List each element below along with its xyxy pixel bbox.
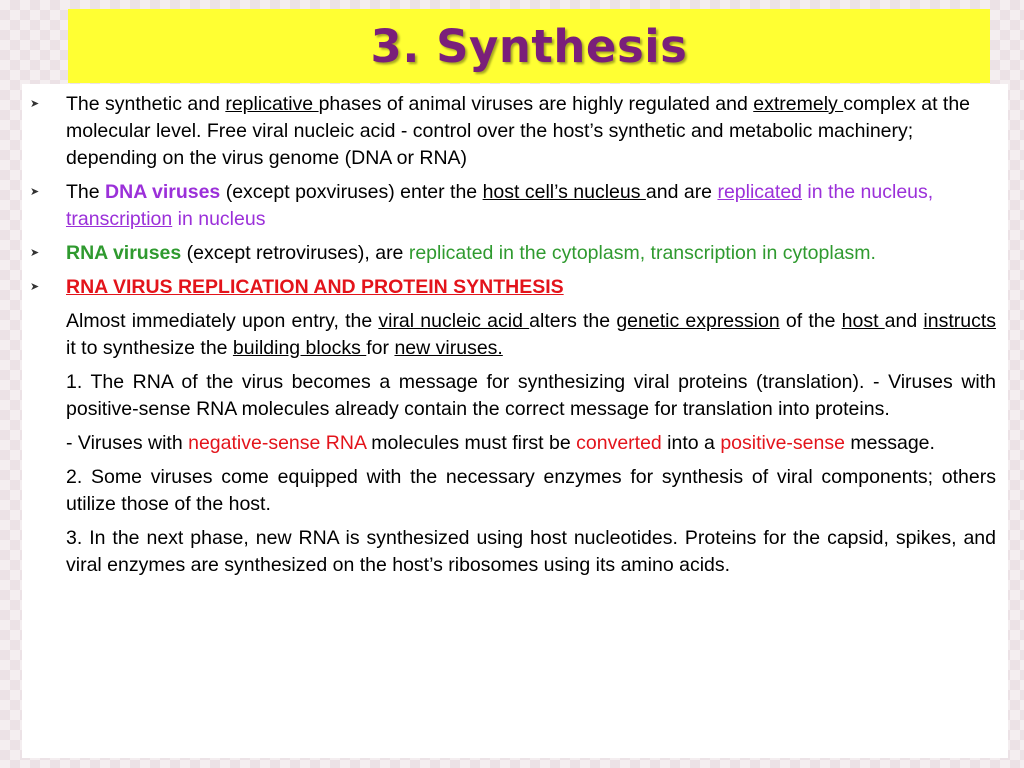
arrow-bullet-icon: ➤ — [30, 98, 40, 110]
highlight-text: converted — [576, 432, 662, 454]
text: molecules must first be — [365, 432, 577, 454]
text: and — [884, 310, 924, 332]
underlined-term: extremely — [753, 93, 844, 115]
arrow-bullet-icon: ➤ — [30, 186, 40, 198]
paragraph-entry — [30, 308, 996, 362]
text: The — [66, 181, 106, 203]
paragraph-negative-sense — [30, 430, 996, 457]
text: for — [366, 337, 395, 359]
text: - Viruses with — [66, 432, 189, 454]
arrow-bullet-icon: ➤ — [30, 247, 40, 259]
text: (except retroviruses), are — [181, 242, 409, 264]
highlight-text: negative-sense RNA — [188, 432, 366, 454]
highlight-dna-viruses: DNA viruses — [105, 181, 221, 203]
text: it to synthesize the — [66, 337, 233, 359]
underlined-term: transcription — [66, 208, 173, 230]
text: (except poxviruses) enter the — [220, 181, 483, 203]
underlined-term: replicated — [717, 181, 803, 203]
highlight-rna-viruses: RNA viruses — [66, 242, 182, 264]
bullet-item-3 — [30, 240, 996, 267]
underlined-term: host — [841, 310, 885, 332]
content-box — [22, 84, 1008, 758]
slide-title: 3. Synthesis — [370, 19, 688, 73]
arrow-bullet-icon: ➤ — [30, 281, 40, 293]
text: message. — [844, 432, 935, 454]
paragraph-step-2: 2. Some viruses come equipped with the necessary enzymes for synthesis of viral components; others utilize those of the host. — [66, 466, 996, 515]
title-banner — [68, 9, 990, 83]
text: complex at the molecular level. Free viral nucleic acid - control over the host’s synthetic and metabolic machinery; depending on the virus genome (DNA or RNA) — [66, 93, 971, 169]
highlight-text: replicated in the cytoplasm, transcription in cytoplasm. — [408, 242, 876, 264]
highlight-text: positive-sense — [720, 432, 845, 454]
highlight-text: in the nucleus, — [802, 181, 934, 203]
bullet-item-2 — [30, 179, 996, 233]
paragraph-step-1: 1. The RNA of the virus becomes a message for synthesizing viral proteins (translation). - Viruses with positive-sense RNA molecules already contain the correct message for translation into proteins. — [66, 371, 996, 420]
text: phases of animal viruses are highly regulated and — [318, 93, 754, 115]
underlined-term: instructs — [923, 310, 997, 332]
highlight-text: in nucleus — [172, 208, 266, 230]
underlined-term: replicative — [225, 93, 319, 115]
paragraph-step-3: 3. In the next phase, new RNA is synthesized using host nucleotides. Proteins for the capsid, spikes, and viral enzymes are synthesized on the host’s ribosomes using its amino acids. — [66, 527, 996, 576]
text: of the — [779, 310, 842, 332]
underlined-term: new viruses. — [394, 337, 503, 359]
section-heading: RNA VIRUS REPLICATION AND PROTEIN SYNTHESIS — [66, 276, 564, 298]
text: Almost immediately upon entry, the — [66, 310, 379, 332]
underlined-term: building blocks — [232, 337, 367, 359]
underlined-term: host cell’s nucleus — [482, 181, 646, 203]
underlined-term: viral nucleic acid — [378, 310, 530, 332]
text: alters the — [529, 310, 617, 332]
text: and are — [645, 181, 718, 203]
text: into a — [661, 432, 721, 454]
underlined-term: genetic expression — [616, 310, 780, 332]
text: The synthetic and — [66, 93, 226, 115]
bullet-item-1 — [30, 91, 996, 172]
bullet-item-4 — [30, 274, 996, 301]
